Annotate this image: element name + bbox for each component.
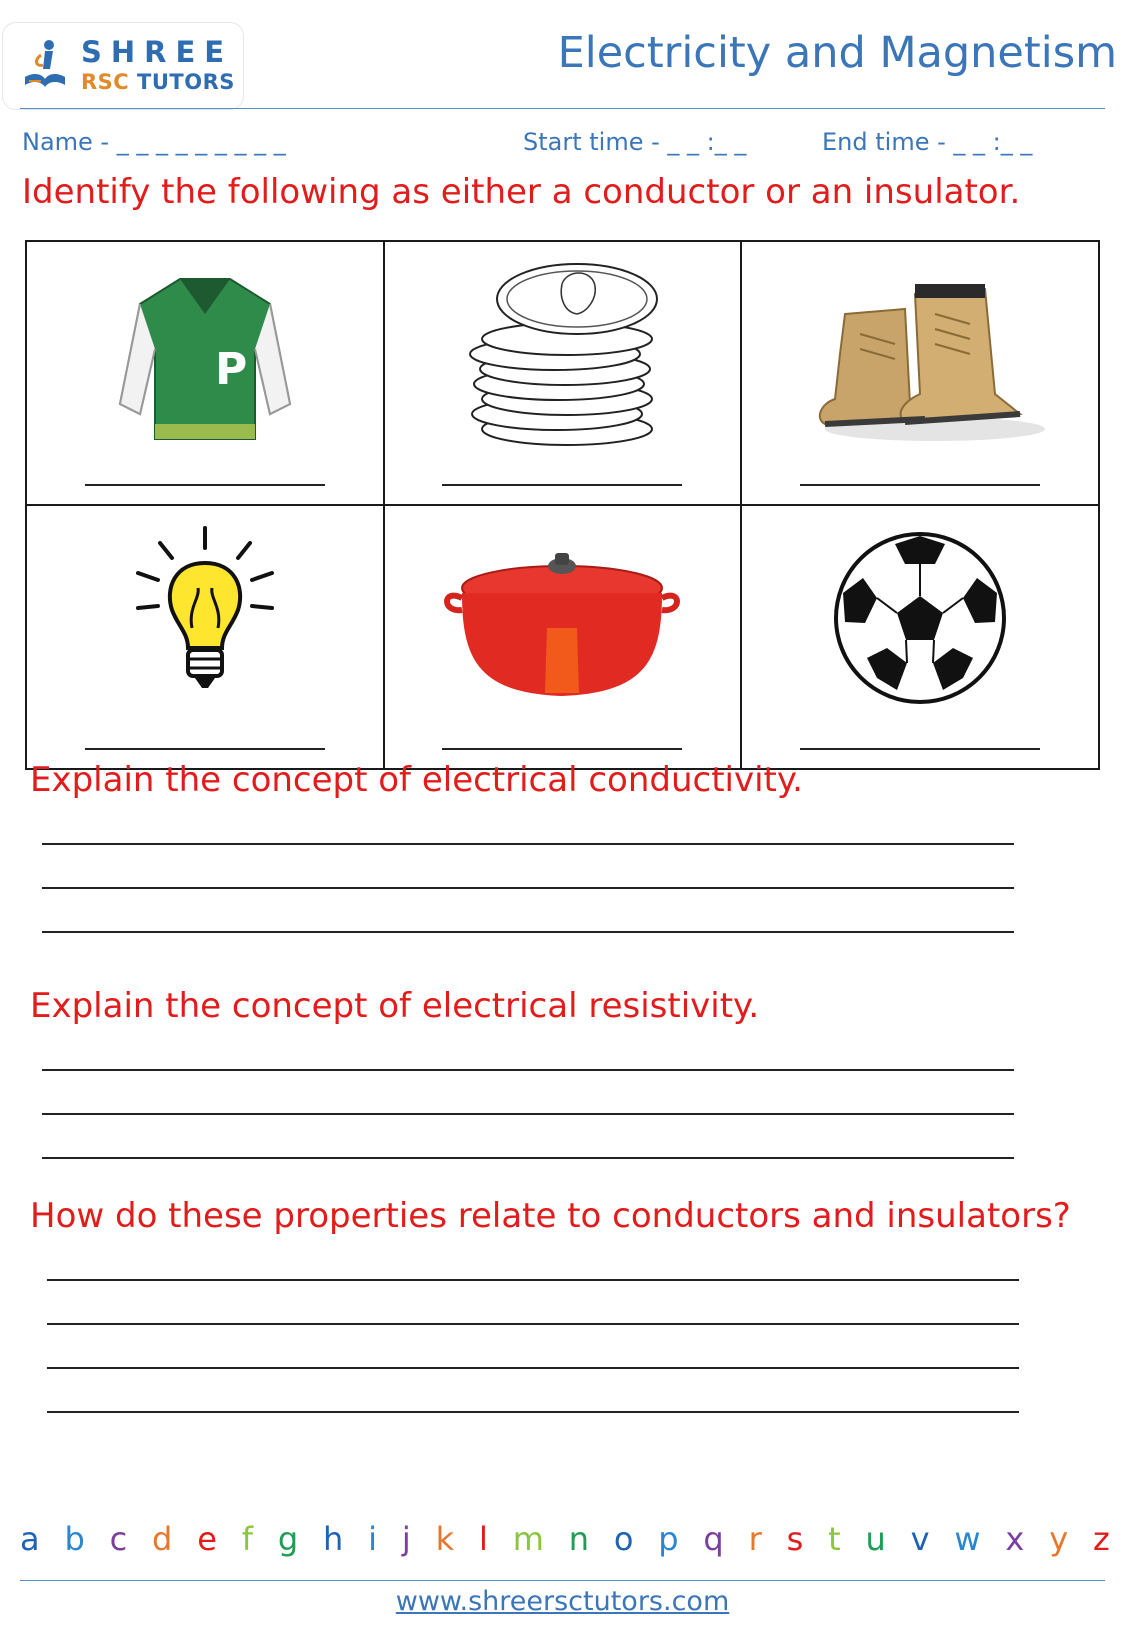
grid-cell-soccer-ball (741, 505, 1099, 769)
grid-cell-coins (384, 241, 742, 505)
alphabet-strip (20, 1520, 1110, 1558)
alphabet-letter-p: p (658, 1520, 679, 1558)
alphabet-letter-h: h (323, 1520, 344, 1558)
grid-cell-lightbulb (26, 505, 384, 769)
name-field: Name - _ _ _ _ _ _ _ _ _ (22, 128, 286, 156)
grid-cell-jacket (26, 241, 384, 505)
answer-line (47, 1323, 1019, 1325)
alphabet-letter-a: a (20, 1520, 40, 1558)
answer-line (42, 843, 1014, 845)
lightbulb-icon (80, 518, 330, 718)
alphabet-letter-l: l (478, 1520, 488, 1558)
alphabet-letter-z: z (1092, 1520, 1110, 1558)
question-2: Explain the concept of electrical conductivity. (30, 760, 803, 800)
answer-line (42, 1157, 1014, 1159)
alphabet-letter-o: o (613, 1520, 634, 1558)
svg-text:P: P (214, 344, 248, 395)
start-time-field: Start time - _ _ :_ _ (523, 128, 747, 156)
logo-reader-icon (23, 37, 67, 93)
answer-line (42, 1113, 1014, 1115)
alphabet-letter-j: j (401, 1520, 411, 1558)
answer-line (47, 1367, 1019, 1369)
alphabet-letter-k: k (435, 1520, 455, 1558)
alphabet-letter-b: b (64, 1520, 85, 1558)
alphabet-letter-s: s (786, 1520, 804, 1558)
alphabet-letter-v: v (910, 1520, 930, 1558)
question-3: Explain the concept of electrical resistivity. (30, 986, 760, 1026)
footer-website-link[interactable]: www.shreersctutors.com (395, 1586, 730, 1617)
jacket-icon (80, 254, 330, 454)
alphabet-letter-m: m (512, 1520, 544, 1558)
alphabet-letter-x: x (1005, 1520, 1025, 1558)
logo-text-rsc-tutors: RSC TUTORS (81, 70, 235, 94)
boots-icon (795, 254, 1045, 454)
soccer-ball-icon (795, 518, 1045, 718)
grid-cell-boots (741, 241, 1099, 505)
alphabet-letter-g: g (277, 1520, 299, 1558)
answer-line (85, 484, 325, 486)
answer-line (47, 1279, 1019, 1281)
answer-line (85, 748, 325, 750)
question-4: How do these properties relate to conductors and insulators? (30, 1196, 1071, 1236)
alphabet-letter-d: d (152, 1520, 173, 1558)
coins-icon (437, 254, 687, 454)
alphabet-letter-y: y (1049, 1520, 1069, 1558)
answer-line (47, 1411, 1019, 1413)
question-1: Identify the following as either a conductor or an insulator. (22, 172, 1021, 212)
alphabet-letter-n: n (568, 1520, 589, 1558)
footer-divider (20, 1580, 1105, 1581)
header-divider (20, 108, 1105, 109)
answer-line (42, 887, 1014, 889)
alphabet-letter-u: u (865, 1520, 886, 1558)
alphabet-letter-q: q (703, 1520, 724, 1558)
answer-line (42, 931, 1014, 933)
alphabet-letter-f: f (241, 1520, 253, 1558)
alphabet-letter-c: c (109, 1520, 128, 1558)
pot-icon (437, 518, 687, 718)
logo (2, 22, 244, 110)
answer-line (42, 1069, 1014, 1071)
answer-line (800, 484, 1040, 486)
page-title: Electricity and Magnetism (557, 28, 1117, 78)
grid-cell-pot (384, 505, 742, 769)
alphabet-letter-w: w (954, 1520, 981, 1558)
identify-grid (25, 240, 1100, 770)
end-time-field: End time - _ _ :_ _ (822, 128, 1033, 156)
alphabet-letter-t: t (828, 1520, 841, 1558)
answer-line (442, 748, 682, 750)
answer-line (442, 484, 682, 486)
answer-line (800, 748, 1040, 750)
alphabet-letter-r: r (748, 1520, 762, 1558)
logo-text-shree: SHREE (81, 35, 234, 69)
alphabet-letter-i: i (368, 1520, 378, 1558)
alphabet-letter-e: e (197, 1520, 217, 1558)
